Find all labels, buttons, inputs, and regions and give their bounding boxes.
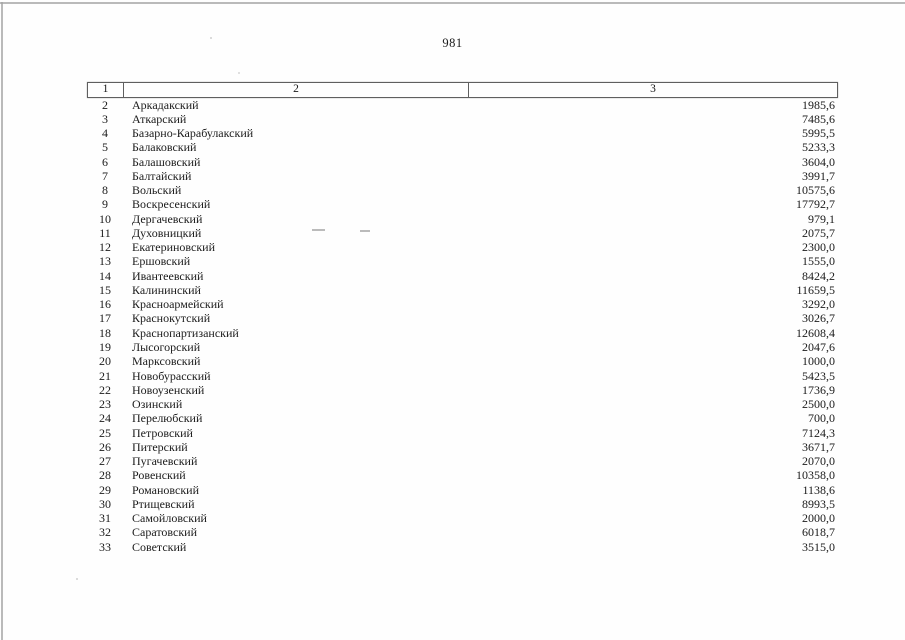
district-name: Марксовский xyxy=(132,354,201,369)
row-value: 10358,0 xyxy=(796,468,835,483)
row-value: 11659,5 xyxy=(796,282,835,297)
row-number: 15 xyxy=(99,282,111,297)
page-scan-edge-top xyxy=(0,2,905,4)
table-row xyxy=(87,397,838,411)
row-value: 1000,0 xyxy=(802,354,835,369)
row-number: 12 xyxy=(99,240,111,255)
row-value: 17792,7 xyxy=(796,197,835,212)
table-row xyxy=(87,326,838,340)
page-scan-edge-left xyxy=(1,2,3,640)
district-name: Питерский xyxy=(132,439,188,454)
row-number: 10 xyxy=(99,211,111,226)
row-value: 1736,9 xyxy=(802,382,835,397)
row-number: 17 xyxy=(99,311,111,326)
row-number: 26 xyxy=(99,439,111,454)
row-value: 2070,0 xyxy=(802,454,835,469)
row-value: 8424,2 xyxy=(802,268,835,283)
table-row xyxy=(87,183,838,197)
table-rows xyxy=(87,98,838,555)
district-name: Перелюбский xyxy=(132,411,203,426)
table-row xyxy=(87,311,838,325)
table-row xyxy=(87,197,838,211)
table-row xyxy=(87,155,838,169)
table-row xyxy=(87,354,838,368)
district-name: Романовский xyxy=(132,482,200,497)
row-value: 2500,0 xyxy=(802,397,835,412)
table-row xyxy=(87,511,838,525)
row-value: 2075,7 xyxy=(802,225,835,240)
district-name: Ершовский xyxy=(132,254,191,269)
table-row xyxy=(87,411,838,425)
row-value: 2300,0 xyxy=(802,240,835,255)
row-number: 8 xyxy=(102,183,108,198)
district-name: Базарно-Карабулакский xyxy=(132,126,254,141)
table-row xyxy=(87,426,838,440)
table-row xyxy=(87,226,838,240)
row-value: 5995,5 xyxy=(802,126,835,141)
row-number: 14 xyxy=(99,268,111,283)
row-number: 25 xyxy=(99,425,111,440)
row-value: 8993,5 xyxy=(802,496,835,511)
table-row xyxy=(87,126,838,140)
scan-artifact-dot xyxy=(76,578,78,580)
table-row xyxy=(87,283,838,297)
district-name: Ивантеевский xyxy=(132,268,204,283)
row-value: 12608,4 xyxy=(796,325,835,340)
district-name: Вольский xyxy=(132,183,182,198)
row-value: 3671,7 xyxy=(802,439,835,454)
row-number: 2 xyxy=(102,97,108,112)
row-value: 700,0 xyxy=(808,411,835,426)
row-value: 5233,3 xyxy=(802,140,835,155)
district-name: Пугачевский xyxy=(132,454,198,469)
row-value: 3604,0 xyxy=(802,154,835,169)
row-number: 29 xyxy=(99,482,111,497)
scan-artifact-dash xyxy=(312,229,325,231)
row-value: 3991,7 xyxy=(802,168,835,183)
row-number: 19 xyxy=(99,340,111,355)
district-name: Балашовский xyxy=(132,154,201,169)
row-number: 7 xyxy=(102,168,108,183)
row-number: 11 xyxy=(99,225,111,240)
district-name: Балаковский xyxy=(132,140,197,155)
district-name: Новобурасский xyxy=(132,368,211,383)
row-value: 979,1 xyxy=(808,211,835,226)
table-row xyxy=(87,454,838,468)
page-number: 981 xyxy=(442,36,463,50)
row-number: 32 xyxy=(99,525,111,540)
district-name: Аркадакский xyxy=(132,97,199,112)
district-name: Новоузенский xyxy=(132,382,205,397)
row-value: 1138,6 xyxy=(802,482,835,497)
district-name: Краснопартизанский xyxy=(132,325,239,340)
table-row xyxy=(87,383,838,397)
row-value: 7485,6 xyxy=(802,111,835,126)
row-value: 3515,0 xyxy=(802,539,835,554)
row-number: 24 xyxy=(99,411,111,426)
table-row xyxy=(87,297,838,311)
row-value: 5423,5 xyxy=(802,368,835,383)
row-number: 33 xyxy=(99,539,111,554)
row-value: 2047,6 xyxy=(802,340,835,355)
row-number: 5 xyxy=(102,140,108,155)
row-number: 21 xyxy=(99,368,111,383)
row-number: 20 xyxy=(99,354,111,369)
table-row xyxy=(87,212,838,226)
table-row xyxy=(87,140,838,154)
row-number: 6 xyxy=(102,154,108,169)
table-row xyxy=(87,254,838,268)
row-number: 23 xyxy=(99,397,111,412)
row-number: 31 xyxy=(99,511,111,526)
district-name: Красноармейский xyxy=(132,297,224,312)
district-name: Дергачевский xyxy=(132,211,203,226)
district-name: Краснокутский xyxy=(132,311,211,326)
row-number: 4 xyxy=(102,126,108,141)
table-row xyxy=(87,440,838,454)
table-row xyxy=(87,269,838,283)
row-number: 3 xyxy=(102,111,108,126)
row-value: 3026,7 xyxy=(802,311,835,326)
header-col-2: 2 xyxy=(124,83,469,97)
district-name: Ртищевский xyxy=(132,496,195,511)
table-header-row xyxy=(87,82,838,98)
table-row xyxy=(87,340,838,354)
district-name: Озинский xyxy=(132,397,183,412)
district-name: Воскресенский xyxy=(132,197,211,212)
scan-artifact-dot xyxy=(238,72,240,74)
row-value: 10575,6 xyxy=(796,183,835,198)
row-value: 3292,0 xyxy=(802,297,835,312)
row-value: 1985,6 xyxy=(802,97,835,112)
row-number: 9 xyxy=(102,197,108,212)
table-row xyxy=(87,240,838,254)
row-value: 2000,0 xyxy=(802,511,835,526)
district-name: Ровенский xyxy=(132,468,186,483)
row-number: 18 xyxy=(99,325,111,340)
scan-artifact-dash xyxy=(360,230,370,232)
row-number: 13 xyxy=(99,254,111,269)
table-row xyxy=(87,468,838,482)
row-number: 30 xyxy=(99,496,111,511)
row-value: 6018,7 xyxy=(802,525,835,540)
table-row xyxy=(87,525,838,539)
table-row xyxy=(87,540,838,554)
row-number: 22 xyxy=(99,382,111,397)
table-row xyxy=(87,112,838,126)
scan-artifact-dot xyxy=(210,37,212,39)
district-name: Балтайский xyxy=(132,168,192,183)
district-name: Саратовский xyxy=(132,525,198,540)
district-name: Калининский xyxy=(132,282,201,297)
district-name: Духовницкий xyxy=(132,225,202,240)
header-col-3: 3 xyxy=(650,83,656,95)
district-name: Советский xyxy=(132,539,187,554)
row-number: 27 xyxy=(99,454,111,469)
district-name: Екатериновский xyxy=(132,240,216,255)
district-name: Аткарский xyxy=(132,111,187,126)
header-col-1: 1 xyxy=(88,83,124,97)
table-row xyxy=(87,497,838,511)
row-value: 7124,3 xyxy=(802,425,835,440)
row-value: 1555,0 xyxy=(802,254,835,269)
table-row xyxy=(87,483,838,497)
row-number: 16 xyxy=(99,297,111,312)
row-number: 28 xyxy=(99,468,111,483)
table-row xyxy=(87,369,838,383)
district-name: Самойловский xyxy=(132,511,207,526)
district-name: Лысогорский xyxy=(132,340,201,355)
district-name: Петровский xyxy=(132,425,193,440)
table-row xyxy=(87,98,838,112)
table-row xyxy=(87,169,838,183)
